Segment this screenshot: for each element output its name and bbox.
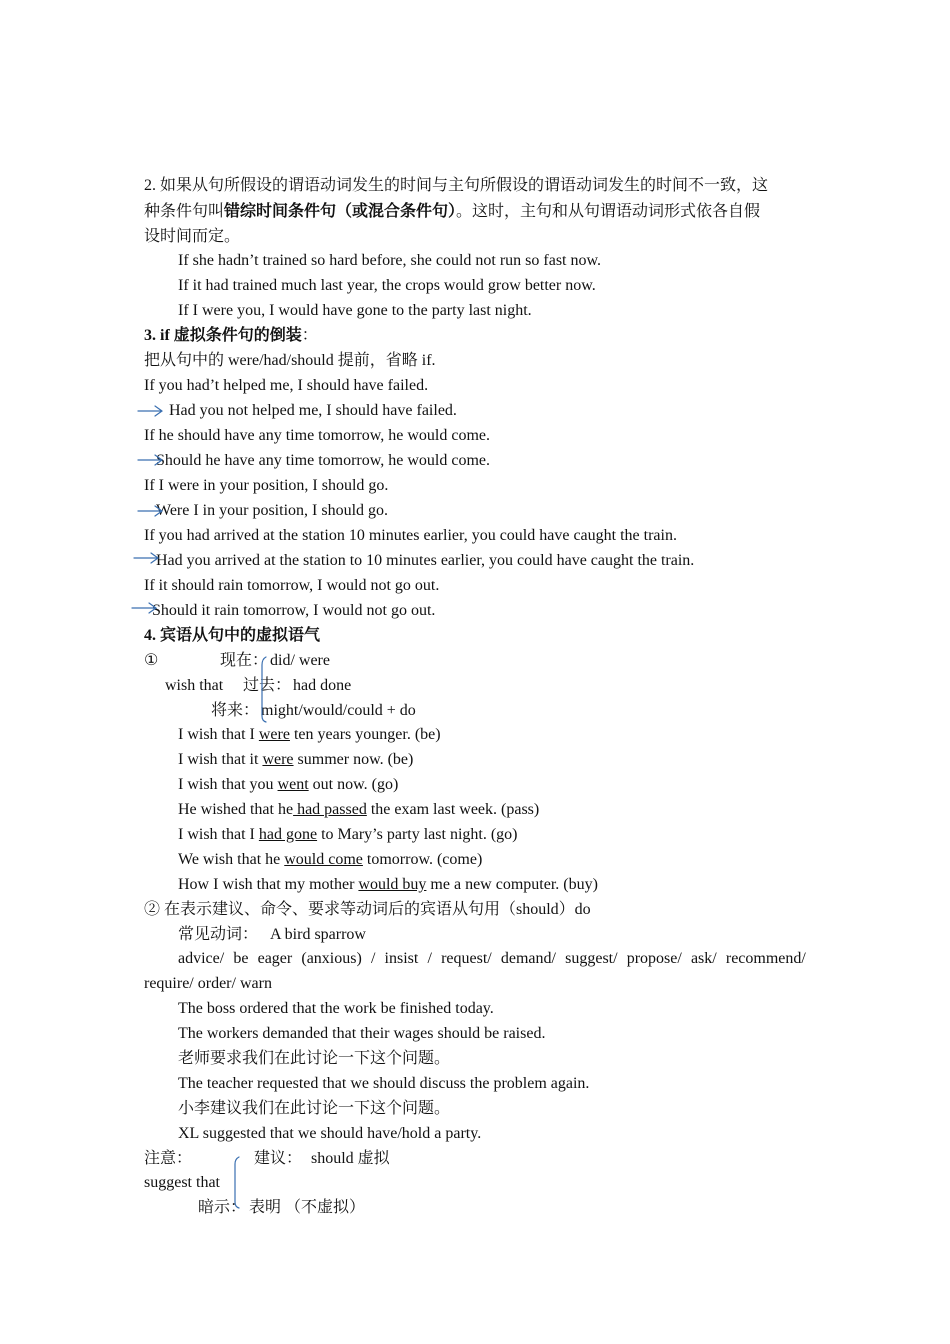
wish-example-4-b: the exam last week. (pass): [366, 801, 540, 818]
present-form: did/ were: [270, 652, 330, 669]
note-suggest-that: suggest that: [144, 1174, 220, 1191]
verb-word: demand/: [500, 950, 556, 967]
sec2-example-2: If it had trained much last year, the crops would grow better now.: [178, 277, 596, 294]
wish-example-3-b: out now. (go): [308, 776, 399, 793]
verb-word: ask/: [690, 950, 717, 967]
wish-example-6-a: We wish that he: [178, 851, 285, 868]
sec3-line-9: If it should rain tomorrow, I would not go out.: [144, 577, 440, 594]
sentence-1: The boss ordered that the work be finished today.: [178, 1000, 494, 1017]
sec3-line-1: If you had’t helped me, I should have failed.: [144, 377, 429, 394]
wish-that-label: wish that: [165, 677, 224, 694]
sec3-line-10: Should it rain tomorrow, I would not go out.: [152, 602, 436, 619]
note-suggest-value: should 虚拟: [311, 1150, 390, 1167]
wish-example-3-a: I wish that you: [178, 776, 278, 793]
sentence-5: 小李建议我们在此讨论一下这个问题。: [178, 1100, 451, 1117]
sec3-line-3: If he should have any time tomorrow, he would come.: [144, 427, 490, 444]
verb-list-line-1: [178, 949, 806, 969]
sec3-title-colon: ：: [301, 327, 318, 344]
sec2-line-3: 设时间而定。: [144, 228, 241, 245]
wish-example-5-b: to Mary’s party last night. (go): [317, 826, 518, 843]
note-suggest-label: 建议：: [254, 1150, 303, 1167]
sentence-2: The workers demanded that their wages should be raised.: [178, 1025, 546, 1042]
wish-example-7-b: me a new computer. (buy): [426, 876, 598, 893]
common-verbs-label: 常见动词：: [178, 926, 259, 943]
verb-word: advice/: [178, 950, 225, 967]
sec2-line-2c: 。这时，主句和从句谓语动词形式依各自假: [456, 203, 761, 220]
wish-example-7-a: How I wish that my mother: [178, 876, 359, 893]
sec2-line-2: [144, 202, 760, 222]
verb-word: be: [233, 950, 249, 967]
common-verbs-mnemonic: A bird sparrow: [270, 926, 366, 943]
sec3-line-5: If I were in your position, I should go.: [144, 477, 389, 494]
wish-example-6: [178, 850, 482, 870]
sec2-line-2a: 种条件句叫: [144, 203, 225, 220]
circled-two-rule: ② 在表示建议、命令、要求等动词后的宾语从句用（should）do: [144, 901, 591, 918]
note-hint-label: 暗示：: [198, 1199, 247, 1216]
wish-example-3: [178, 775, 398, 795]
verb-list-line-2: require/ order/ warn: [144, 975, 272, 992]
sec3-line-7: If you had arrived at the station 10 minutes earlier, you could have caught the train.: [144, 527, 677, 544]
verb-word: insist: [384, 950, 419, 967]
sec3-line-6: Were I in your position, I should go.: [156, 502, 389, 519]
wish-example-4-a: He wished that he: [178, 801, 294, 818]
sentence-6: XL suggested that we should have/hold a party.: [178, 1125, 482, 1142]
sec4-title: 4. 宾语从句中的虚拟语气: [144, 627, 321, 644]
note-hint-value: 表明 （不虚拟）: [249, 1199, 366, 1216]
wish-example-7-verb: would buy: [358, 876, 427, 893]
verb-word: (anxious): [301, 950, 362, 967]
future-label: 将来：: [211, 702, 260, 719]
past-form: had done: [293, 677, 352, 694]
wish-example-7: [178, 875, 598, 895]
wish-example-5-verb: had gone: [258, 826, 318, 843]
sec2-example-3: If I were you, I would have gone to the party last night.: [178, 302, 532, 319]
wish-example-1-a: I wish that I: [178, 726, 259, 743]
sec2-line-1: 2. 如果从句所假设的谓语动词发生的时间与主句所假设的谓语动词发生的时间不一致，这: [144, 177, 769, 194]
wish-example-2: [178, 750, 413, 770]
sec3-line-8: Had you arrived at the station to 10 minutes earlier, you could have caught the train.: [156, 552, 695, 569]
wish-example-5: [178, 825, 518, 845]
wish-example-2-a: I wish that it: [178, 751, 263, 768]
wish-example-1-verb: were: [258, 726, 290, 743]
wish-example-4: [178, 800, 539, 820]
verb-word: /: [370, 950, 376, 967]
wish-example-6-b: tomorrow. (come): [362, 851, 483, 868]
note-label: 注意：: [144, 1150, 193, 1167]
sec3-heading: [144, 326, 318, 346]
verb-word: /: [427, 950, 432, 967]
wish-example-5-a: I wish that I: [178, 826, 259, 843]
past-label: 过去：: [243, 677, 292, 694]
wish-example-3-verb: went: [277, 776, 309, 793]
present-label: 现在：: [220, 652, 269, 669]
wish-example-2-b: summer now. (be): [293, 751, 414, 768]
sentence-3: 老师要求我们在此讨论一下这个问题。: [178, 1050, 451, 1067]
verb-word: eager: [257, 950, 293, 967]
verb-word: suggest/: [565, 950, 618, 967]
sec2-example-1: If she hadn’t trained so hard before, she could not run so fast now.: [178, 252, 601, 269]
right-arrow-icon: [134, 553, 158, 563]
sec3-line-4: Should he have any time tomorrow, he would come.: [156, 452, 490, 469]
sec3-title: 3. if 虚拟条件句的倒装: [144, 327, 302, 344]
wish-example-6-verb: would come: [284, 851, 363, 868]
verb-word: propose/: [626, 950, 682, 967]
circled-one: ①: [144, 652, 159, 669]
verb-word: request/: [441, 950, 492, 967]
wish-example-1-b: ten years younger. (be): [289, 726, 441, 743]
sec3-rule: 把从句中的 were/had/should 提前，省略 if.: [144, 352, 436, 369]
sec3-line-2: Had you not helped me, I should have failed.: [169, 402, 457, 419]
future-form: might/would/could + do: [261, 702, 416, 719]
mixed-conditional-term: 错综时间条件句（或混合条件句）: [224, 203, 457, 220]
wish-example-1: [178, 725, 441, 745]
right-arrow-icon: [138, 406, 162, 416]
sentence-4: The teacher requested that we should discuss the problem again.: [178, 1075, 590, 1092]
verb-word: recommend/: [725, 950, 806, 967]
wish-example-2-verb: were: [262, 751, 294, 768]
wish-example-4-verb: had passed: [293, 801, 367, 818]
